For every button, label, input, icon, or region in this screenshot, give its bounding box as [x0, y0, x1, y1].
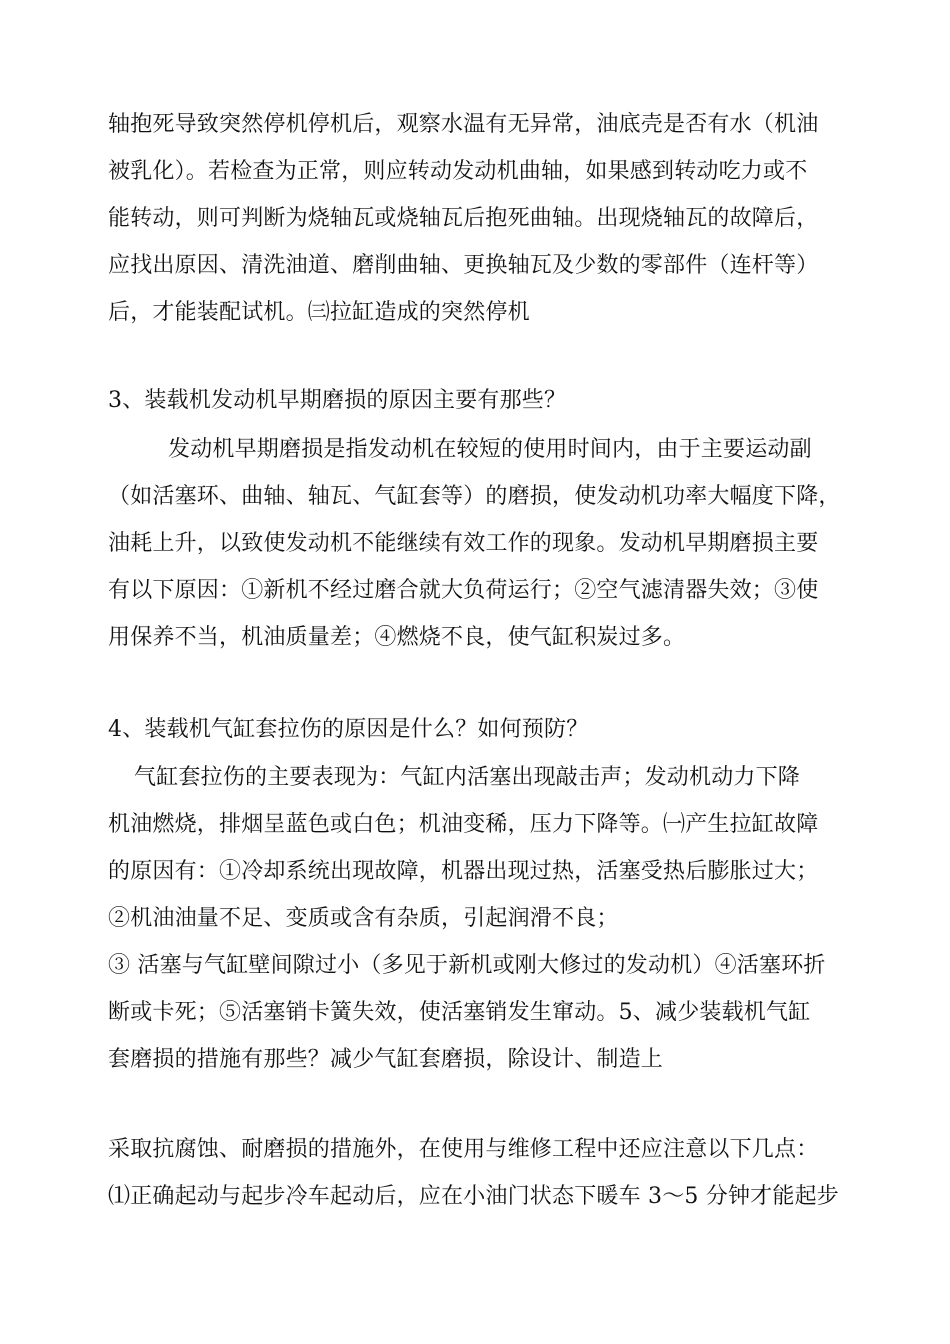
paragraph-line: ③ 活塞与气缸壁间隙过小（多见于新机或刚大修过的发动机）④活塞环折	[108, 953, 826, 978]
paragraph-line: （如活塞环、曲轴、轴瓦、气缸套等）的磨损，使发动机功率大幅度下降，	[108, 484, 841, 509]
paragraph-line: ②机油油量不足、变质或含有杂质，引起润滑不良；	[108, 906, 619, 931]
paragraph-line: 采取抗腐蚀、耐磨损的措施外，在使用与维修工程中还应注意以下几点：	[108, 1137, 819, 1162]
section-3-heading: 3、装载机发动机早期磨损的原因主要有那些？	[108, 388, 567, 413]
paragraph-line: 后，才能装配试机。㈢拉缸造成的突然停机	[108, 300, 530, 325]
paragraph-line: 气缸套拉伤的主要表现为：气缸内活塞出现敲击声；发动机动力下降	[134, 765, 801, 790]
paragraph-line: 能转动，则可判断为烧轴瓦或烧轴瓦后抱死曲轴。出现烧轴瓦的故障后，	[108, 206, 819, 231]
paragraph-line: 应找出原因、清洗油道、磨削曲轴、更换轴瓦及少数的零部件（连杆等）	[108, 253, 819, 278]
paragraph-line: ⑴正确起动与起步冷车起动后，应在小油门状态下暖车 3～5 分钟才能起步	[108, 1184, 839, 1209]
paragraph-line: 油耗上升，以致使发动机不能继续有效工作的现象。发动机早期磨损主要	[108, 531, 819, 556]
paragraph-line: 的原因有：①冷却系统出现故障，机器出现过热，活塞受热后膨胀过大；	[108, 859, 819, 884]
paragraph-line: 断或卡死；⑤活塞销卡簧失效，使活塞销发生窜动。5、减少装载机气缸	[108, 1000, 811, 1025]
paragraph-line: 套磨损的措施有那些？减少气缸套磨损，除设计、制造上	[108, 1047, 664, 1072]
paragraph-line: 被乳化）。若检查为正常，则应转动发动机曲轴，如果感到转动吃力或不	[108, 159, 808, 184]
paragraph-line: 机油燃烧，排烟呈蓝色或白色；机油变稀，压力下降等。㈠产生拉缸故障	[108, 812, 819, 837]
paragraph-line: 发动机早期磨损是指发动机在较短的使用时间内，由于主要运动副	[168, 437, 812, 462]
paragraph-line: 有以下原因：①新机不经过磨合就大负荷运行；②空气滤清器失效；③使	[108, 578, 819, 603]
section-4-heading: 4、装载机气缸套拉伤的原因是什么？如何预防？	[108, 717, 589, 742]
paragraph-line: 用保养不当，机油质量差；④燃烧不良，使气缸积炭过多。	[108, 625, 686, 650]
paragraph-line: 轴抱死导致突然停机停机后，观察水温有无异常，油底壳是否有水（机油	[108, 112, 819, 137]
